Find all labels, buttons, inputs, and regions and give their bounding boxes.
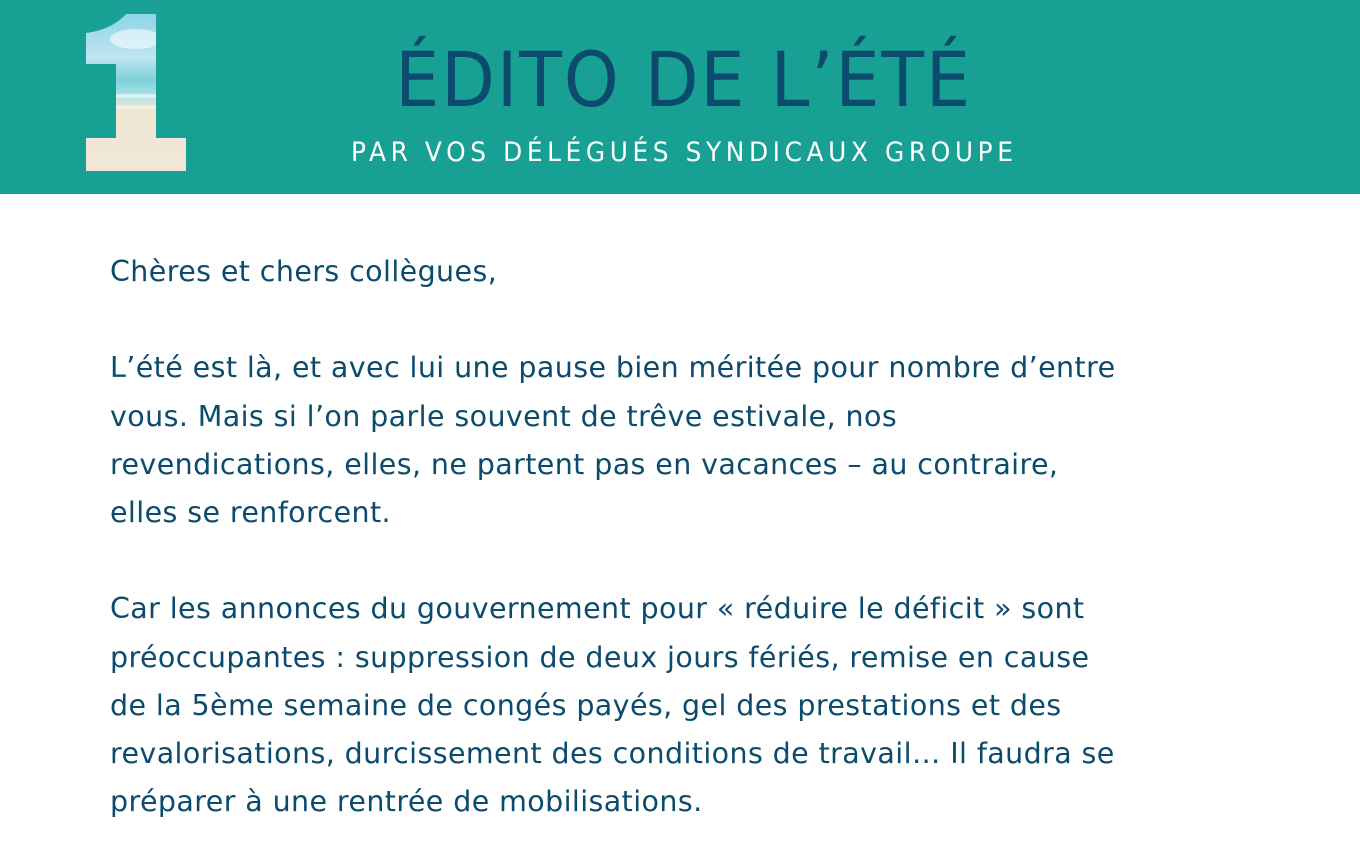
text-line: vous. Mais si l’on parle souvent de trêve estivale, nos [110,399,898,433]
text-line: elles se renforcent. [110,496,392,529]
page-title: ÉDITO DE L’ÉTÉ [395,35,973,124]
paragraph-summer [110,344,1290,537]
page-title-container [382,30,986,130]
number-one-beach-graphic [86,14,186,171]
text-line: préparer à une rentrée de mobilisations. [110,785,703,819]
text-line: L’été est là, et avec lui une pause bien méritée pour nombre d’entre [110,351,1116,385]
text-line: de la 5ème semaine de congés payés, gel des prestations et des [110,688,1062,722]
header-banner [0,0,1360,194]
page-subtitle-container [300,132,1068,174]
text-line: revendications, elles, ne partent pas en vacances – au contraire, [110,447,1059,481]
page-subtitle: PAR VOS DÉLÉGUÉS SYNDICAUX GROUPE [350,137,1018,168]
text-line: Chères et chers collègues, [110,255,498,288]
text-line: préoccupantes : suppression de deux jours fériés, remise en cause [110,640,1090,674]
text-line: Car les annonces du gouvernement pour « réduire le déficit » sont [110,592,1085,626]
text-line: revalorisations, durcissement des conditions de travail… Il faudra se [110,737,1115,770]
number-one-beach-svg [86,14,186,171]
paragraph-greeting [110,248,1290,296]
article-body [110,248,1290,826]
paragraph-government [110,585,1290,826]
